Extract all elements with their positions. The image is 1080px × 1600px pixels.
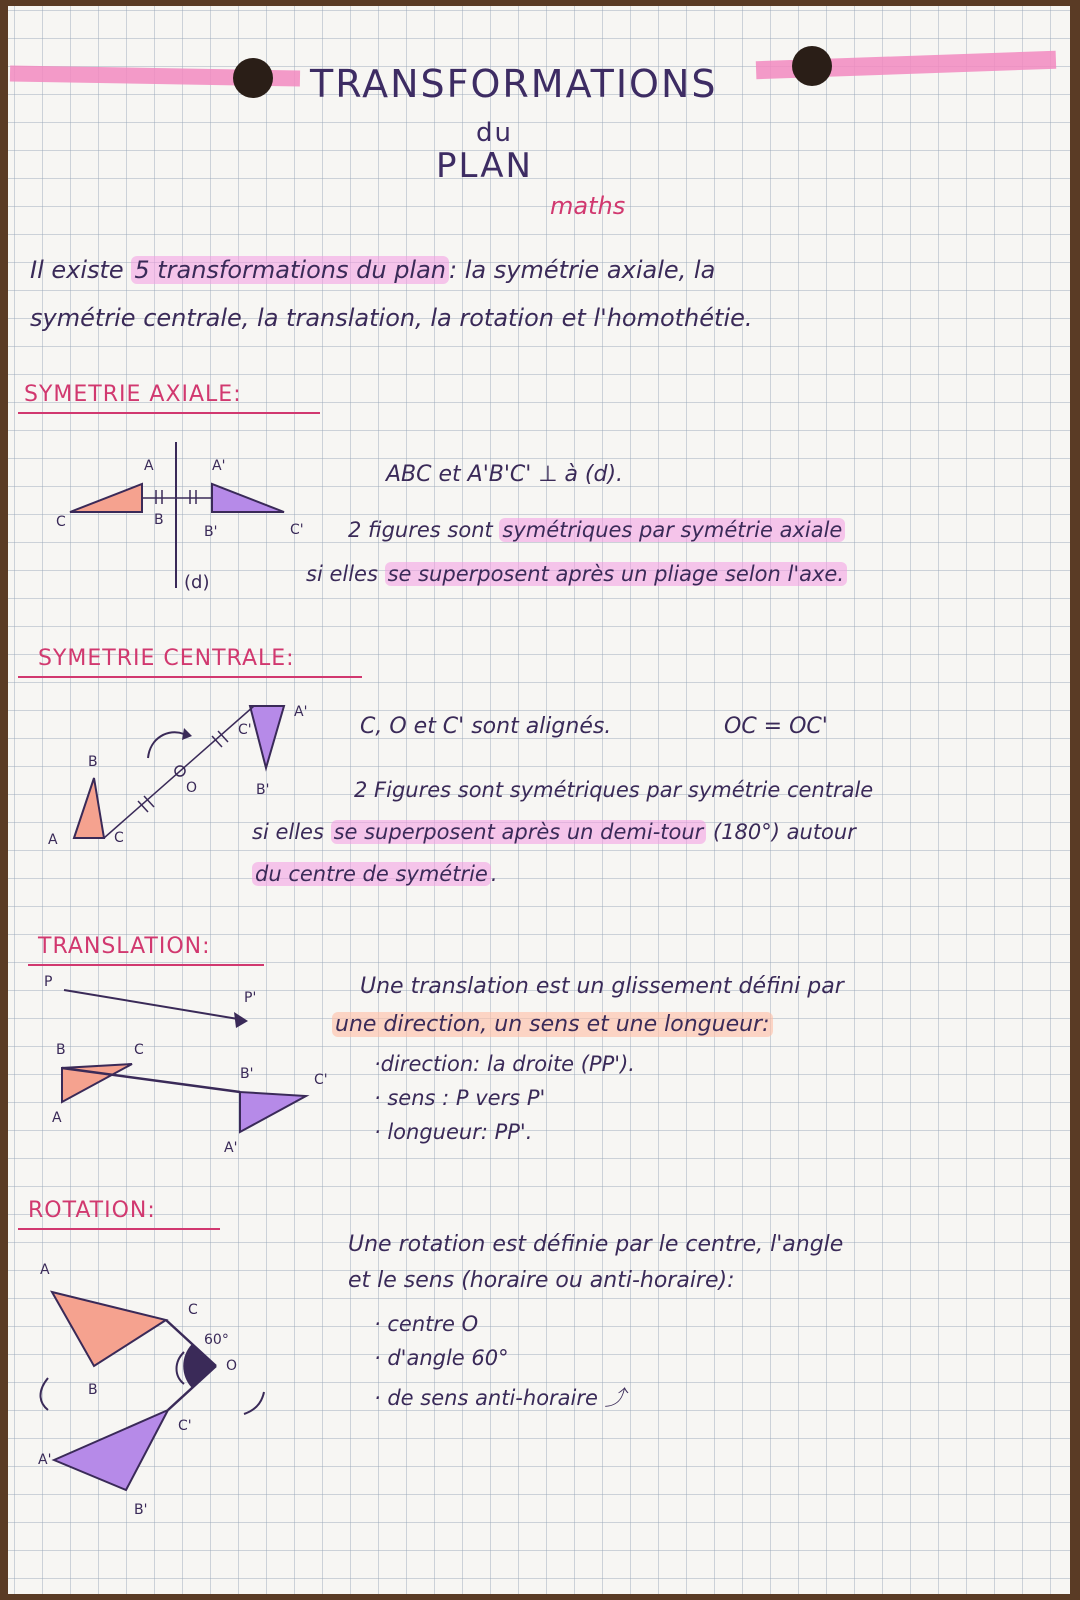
translation-def2-text: une direction, un sens et une longueur:: [332, 1012, 773, 1037]
label-c-prime: C': [178, 1418, 192, 1434]
central-note-1: C, O et C' sont alignés.: [360, 714, 612, 739]
label-b: B: [154, 512, 164, 528]
central-def3-post: .: [490, 862, 498, 886]
translation-item-sens: · sens : P vers P': [374, 1086, 546, 1110]
rotation-definition-line-1: Une rotation est définie par le centre, l'angle: [348, 1232, 844, 1257]
label-o: O: [186, 780, 198, 796]
heading-axial: SYMETRIE AXIALE:: [24, 382, 242, 407]
central-def3-highlight: du centre de symétrie: [252, 862, 491, 886]
label-b-prime: B': [240, 1066, 254, 1082]
label-o: O: [226, 1358, 238, 1374]
label-a: A: [144, 458, 154, 474]
rotation-arrow-middle: [177, 1352, 185, 1384]
label-c: C: [114, 830, 124, 846]
label-d: (d): [184, 572, 210, 593]
label-a-prime: A': [294, 704, 308, 720]
label-a: A: [48, 832, 58, 848]
label-c-prime: C': [290, 522, 304, 538]
rotation-figure: [8, 6, 1070, 1594]
translation-item-longueur: · longueur: PP'.: [374, 1120, 533, 1144]
intro-post: : la symétrie axiale, la: [449, 256, 716, 284]
heading-central: SYMETRIE CENTRALE:: [38, 646, 295, 671]
title-line-3: PLAN: [436, 146, 533, 186]
axial-note: ABC et A'B'C' ⊥ à (d).: [386, 462, 624, 487]
central-definition-line-1: 2 Figures sont symétriques par symétrie centrale: [354, 778, 874, 802]
label-a: A: [52, 1110, 62, 1126]
intro-highlight: 5 transformations du plan: [131, 256, 449, 284]
notebook-page: [8, 6, 1070, 1594]
label-b: B: [88, 1382, 98, 1398]
rotation-item-centre: · centre O: [374, 1312, 479, 1336]
title-line-2: du: [476, 118, 513, 148]
translation-definition-line-1: Une translation est un glissement défini par: [360, 974, 844, 999]
label-b-prime: B': [256, 782, 270, 798]
rotation-item-sens: · de sens anti-horaire ⤴: [374, 1386, 626, 1410]
subject-label: maths: [550, 192, 626, 220]
label-angle: 60°: [204, 1332, 229, 1348]
axial-def2-pre: si elles: [306, 562, 385, 586]
label-c-prime: C': [238, 722, 252, 738]
label-a-prime: A': [212, 458, 226, 474]
triangle-a2b2c2: [54, 1410, 168, 1490]
label-b-prime: B': [204, 524, 218, 540]
axial-def-pre: 2 figures sont: [348, 518, 500, 542]
rotation-item-angle: · d'angle 60°: [374, 1346, 509, 1370]
label-a-prime: A': [38, 1452, 52, 1468]
label-b-prime: B': [134, 1502, 148, 1518]
central-def2-highlight: se superposent après un demi-tour: [331, 820, 707, 844]
title-line-1: TRANSFORMATIONS: [310, 62, 718, 106]
label-a: A: [40, 1262, 50, 1278]
label-p-prime: P': [244, 990, 257, 1006]
heading-rotation: ROTATION:: [28, 1198, 156, 1223]
axial-def2-highlight: se superposent après un pliage selon l'axe.: [385, 562, 847, 586]
triangle-abc: [52, 1292, 166, 1366]
intro-pre: Il existe: [30, 256, 132, 284]
label-c: C: [56, 514, 66, 530]
label-b: B: [88, 754, 98, 770]
rotation-arrow-right: [244, 1392, 264, 1414]
label-c: C: [134, 1042, 144, 1058]
rotation-definition-line-2: et le sens (horaire ou anti-horaire):: [348, 1268, 735, 1293]
axial-def-highlight: symétriques par symétrie axiale: [499, 518, 845, 542]
heading-translation: TRANSLATION:: [38, 934, 211, 959]
label-c-prime: C': [314, 1072, 328, 1088]
label-a-prime: A': [224, 1140, 238, 1156]
central-def2-pre: si elles: [252, 820, 331, 844]
central-note-2: OC = OC': [724, 714, 828, 739]
label-c: C: [188, 1302, 198, 1318]
intro-line-2: symétrie centrale, la translation, la rotation et l'homothétie.: [30, 304, 753, 332]
label-p: P: [44, 974, 53, 990]
label-b: B: [56, 1042, 66, 1058]
translation-item-direction: ·direction: la droite (PP').: [374, 1052, 635, 1076]
central-def2-post: (180°) autour: [706, 820, 856, 844]
rotation-arrow-left: [41, 1378, 49, 1410]
